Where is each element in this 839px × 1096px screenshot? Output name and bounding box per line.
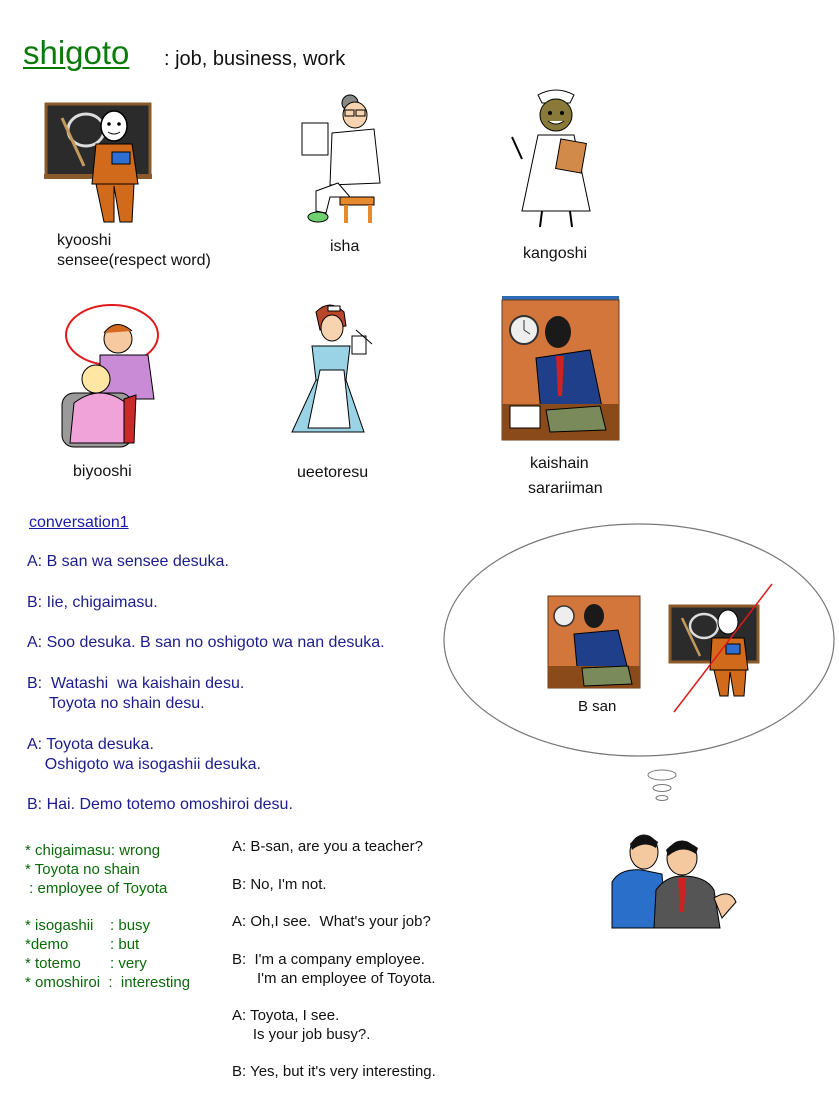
teacher-illustration xyxy=(44,104,154,224)
vocab-item: * totemo : very xyxy=(25,955,147,972)
teacher-small-illustration xyxy=(668,584,774,714)
b-san-label: B san xyxy=(578,698,617,715)
office-worker-illustration xyxy=(502,296,620,442)
nurse-illustration xyxy=(508,85,598,230)
translation-line: A: Toyota, I see. xyxy=(232,1007,340,1024)
ueetoresu-label: ueetoresu xyxy=(297,464,369,481)
conversation1-link[interactable]: conversation1 xyxy=(29,514,129,531)
kangoshi-label: kangoshi xyxy=(523,245,588,262)
businessmen-illustration xyxy=(610,828,740,930)
conversation-line: A: Toyota desuka. xyxy=(27,736,154,753)
conversation-line: A: B san wa sensee desuka. xyxy=(27,553,229,570)
translation-line: B: No, I'm not. xyxy=(232,876,327,893)
vocab-item: *demo : but xyxy=(25,936,140,953)
conversation-line: B: Watashi wa kaishain desu. xyxy=(27,675,245,692)
sarariiman-label: sarariiman xyxy=(528,480,603,497)
conversation-line: B: Hai. Demo totemo omoshiroi desu. xyxy=(27,796,293,813)
conversation-line: Oshigoto wa isogashii desuka. xyxy=(27,756,261,773)
translation-line: A: Oh,I see. What's your job? xyxy=(232,913,431,930)
page-title: shigoto xyxy=(23,34,130,71)
sensee-label: sensee(respect word) xyxy=(57,252,211,269)
page-subtitle: : job, business, work xyxy=(164,48,346,70)
vocab-item: : employee of Toyota xyxy=(25,880,168,897)
translation-line: B: I'm a company employee. xyxy=(232,951,425,968)
conversation-line: A: Soo desuka. B san no oshigoto wa nan desuka. xyxy=(27,634,385,651)
translation-line: Is your job busy?. xyxy=(232,1026,371,1043)
vocab-item: * Toyota no shain xyxy=(25,861,140,878)
kaishain-label: kaishain xyxy=(530,455,589,472)
vocab-item: * isogashii : busy xyxy=(25,917,151,934)
biyooshi-label: biyooshi xyxy=(73,463,132,480)
office-worker-small-illustration xyxy=(548,596,640,688)
hairdresser-illustration xyxy=(60,303,164,449)
translation-line: I'm an employee of Toyota. xyxy=(232,970,436,987)
vocab-item: * chigaimasu: wrong xyxy=(25,842,161,859)
conversation-line: Toyota no shain desu. xyxy=(27,695,205,712)
waitress-illustration xyxy=(286,300,378,445)
vocab-item: * omoshiroi : interesting xyxy=(25,974,191,991)
isha-label: isha xyxy=(330,238,360,255)
kyooshi-label: kyooshi xyxy=(57,232,112,249)
translation-line: A: B-san, are you a teacher? xyxy=(232,838,423,855)
translation-line: B: Yes, but it's very interesting. xyxy=(232,1063,436,1080)
conversation-line: B: Iie, chigaimasu. xyxy=(27,594,158,611)
doctor-illustration xyxy=(300,93,385,228)
